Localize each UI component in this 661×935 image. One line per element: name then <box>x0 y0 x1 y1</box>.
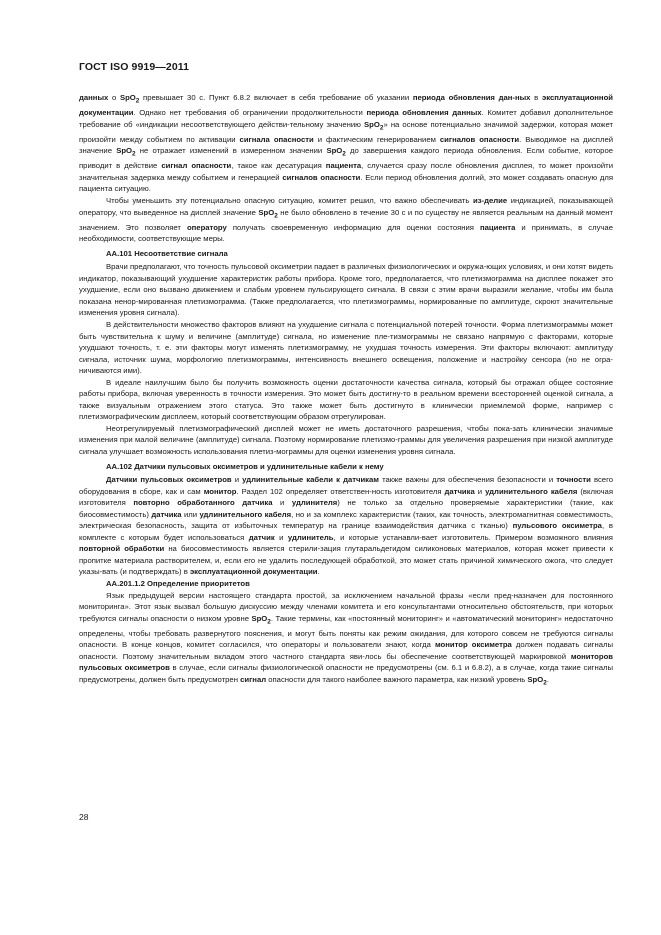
paragraph: Датчики пульсовых оксиметров и удлинительные кабели к датчикам также важны для обеспечения безопасности и точности всего оборудования в сборе, как и сам монитор. Раздел 102 определяет ответствен-ность изготовителя датчика и удлинительного кабеля (включая изготовителя повторно обработанного датчика и удлинителя) не только за отдельно проверяемые характеристики (такие, как биосовместимость) датчика или удлинительного кабеля, но и за комплекс характеристик (таких, как точность, электромагнитная совместимость, электрическая безопасность, защита от избыточных температур на границе взаимодействия датчика с тканью) пульсового оксиметра, в комплекте с которым будет использоваться датчик и удлинитель, и которые устанавли-вает изготовитель. Примером возможного влияния повторной обработки на биосовместимость является стерили-зация глутаральдегидом силиконовых материалов, которая может привести к пропитке материала растворителем, и, если его не удалить последующей обработкой, это может стать причиной химического ожога, что следует указы-вать (и подтверждать) в эксплуатационной документации. <box>79 475 613 577</box>
paragraph: В идеале наилучшим было бы получить возможность оценки достаточности качества сигнала, который бы отражал общее состояние работы прибора, включая уверенность в точности измерения. Это может быть достигну-то в реальном времени всесторонней оценкой сигнала, а также визуальным отражением этого статуса. Это также может быть достигнуто в клинически приемлемой форме, например с плетизмографическим дисплеем, который соответствующим образом отрегулирован. <box>79 377 613 422</box>
section-heading: АА.201.1.2 Определение приоритетов <box>106 579 250 588</box>
page-header: ГОСТ ISO 9919—2011 <box>79 61 190 73</box>
section-heading: АА.102 Датчики пульсовых оксиметров и удлинительные кабели к нему <box>106 461 384 471</box>
paragraph: Чтобы уменьшить эту потенциально опасную ситуацию, комитет решил, что важно обеспечивать из-делие индикацией, показывающей оператору, что выведенное на дисплей значение SpO$_2$ не было обновлено в течение 30 с и по существу не является реальным на данный момент значением. Это позволяет оператору получать своевременную информацию для оценки состояния пациента и принимать, в случае необходимости, соответствующие меры. <box>79 195 614 244</box>
section-heading: АА.101 Несоответствие сигнала <box>106 248 228 258</box>
page-number: 28 <box>79 812 89 822</box>
paragraph: Язык предыдущей версии настоящего стандарта простой, за исключением начальной фразы «если пред-назначен для постоянного мониторинга». Этот язык вызвал большую дискуссию между членами комитета и его консультантами относительно обстоятельств, при которых требуются сигналы опасности о низком уровне SpO$_2$. Такие термины, как «постоянный мониторинг» и «автоматический мониторинг» недостаточно определены, чтобы требовать развернутого пояснения, и могут быть поняты как режим ожидания, для которого совсем не требуются сигналы опасности. В конце концов, комитет согласился, что операторы и пользователи знают, когда монитор оксиметра должен подавать сигналы опасности. Поэтому значительным вкладом этого частного стандарта яви-лось бы обеспечение соответствующей маркировкой мониторов пульсовых оксиметров в случае, если сигналы физиологической опасности не предусмотрены (см. 6.1 и 6.8.2), а в случае, когда такие сигналы предусмотрены, должен быть предусмотрен сигнал опасности для такого наиболее важного параметра, как низкий уровень SpO$_2$. <box>79 590 613 687</box>
paragraph: В действительности множество факторов влияют на ухудшение сигнала с потенциальной потерей точности. Форма плетизмограммы может быть чувствительна к шуму и величине (амплитуде) сигнала, но изменение пле-тизмограммы не связано напрямую с факторами, которые ухудшают точность, т. е. эти факторы могут изменять плетизмограмму, не ухудшая точность измерения. Эти факторы включают: амплитуду сигнала, источник шума, морфологию плетизмограммы, интенсивность внешнего освещения, положение и настройку сенсора (но не огра-ничиваются ими). <box>79 319 613 376</box>
page-body <box>79 92 613 689</box>
paragraph: данных о SpO$_2$ превышает 30 с. Пункт 6.8.2 включает в себя требование об указании периода обновления дан-ных в эксплуатационной документации. Однако нет требования об ограничении продолжительности периода обновления данных. Комитет добавил дополнительное требование об «индикации несоответствующего действи-тельному значению SpO$_2$» на основе потенциально значимой задержки, которая может произойти между событием по активации сигнала опасности и фактическим генерированием сигналов опасности. Выводимое на дисплей значение SpO$_2$ не отражает изменений в измеренном значении SpO$_2$ до завершения каждого периода обновления. Если событие, которое приводит в действие сигнал опасности, такое как десатурация пациента, случается сразу после обновления дисплея, то может произойти значительная задержка между событием и генерацией сигналов опасности. Если период обновления долгий, это может создавать опасную для пациента ситуацию. <box>79 93 614 194</box>
paragraph: Врачи предполагают, что точность пульсовой оксиметрии падает в различных физиологических и окружа-ющих условиях, и они хотят видеть индикатор, показывающий ухудшение характеристик работы прибора. Кроме того, предполагается, что плетизмограмма на дисплее покажет это ухудшение, если оно вызвано движением и слабым уровнем пульсирующего сигнала. В связи с этим врачи выразили желание, чтобы им была показана ненор-мированная плетизмограмма. (Также предполагается, что плетизмограммы, нормированные по амплитуде, скроют значительные изменения уровня сигнала). <box>79 262 613 318</box>
paragraph: Неотрегулируемый плетизмографический дисплей может не иметь достаточного разрешения, чтобы пока-зать клинически значимые изменения при малой величине (амплитуде) сигнала. Поэтому нормирование плетизмо-граммы для увеличения разрешения при низкой амплитуде сигнала улучшает возможность использования плетиз-мограммы для оценки изменения уровня сигнала. <box>79 423 613 456</box>
